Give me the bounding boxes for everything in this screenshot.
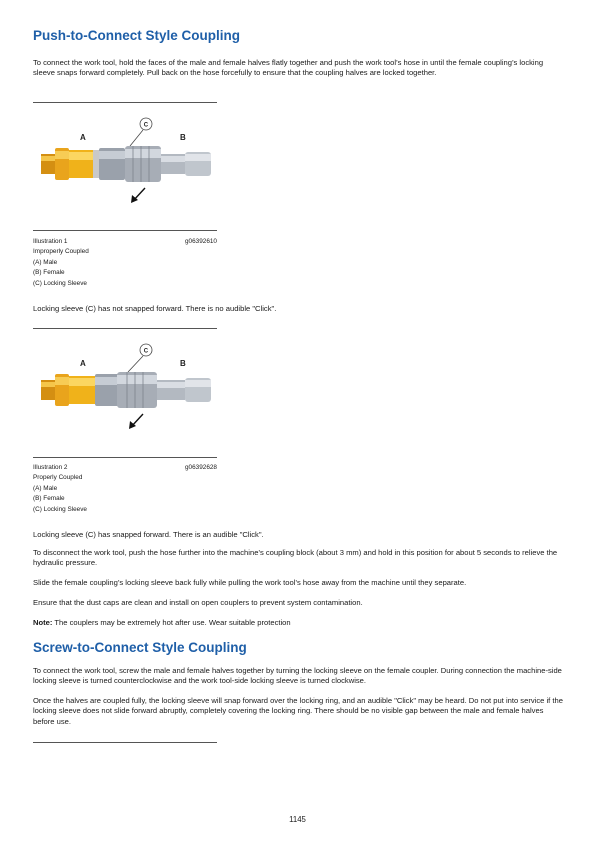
legend-item: (A) Male <box>33 258 58 266</box>
callout-leader-line <box>128 356 143 372</box>
illustration-description: Properly Coupled <box>33 474 83 482</box>
section-title-screw-to-connect: Screw-to-Connect Style Coupling <box>33 640 247 655</box>
screw-connect-paragraph-2: Once the halves are coupled fully, the locking sleeve will snap forward over the locking ring, and an audible "Click" may be heard. Do not put into service if the locking sleeve does not slide forward abruptly, completely covering the locking ring. There should be no visible gap between the male and female halves before use. <box>33 696 563 726</box>
page-number: 1145 <box>289 815 306 824</box>
pointer-arrow <box>131 188 145 203</box>
figure-top-rule <box>33 742 217 743</box>
legend-item: (A) Male <box>33 484 58 492</box>
illustration-id: g06392628 <box>185 464 217 471</box>
illustration-description: Improperly Coupled <box>33 248 89 256</box>
legend-item: (B) Female <box>33 269 65 277</box>
illustration-label-a: A <box>80 359 86 368</box>
note-paragraph <box>33 618 563 628</box>
legend-item: (C) Locking Sleeve <box>33 505 87 513</box>
figure-bottom-rule <box>33 230 217 231</box>
figure-top-rule <box>33 328 217 329</box>
slide-sleeve-paragraph: Slide the female coupling’s locking sleeve back fully while pulling the work tool’s hose away from the machine until they separate. <box>33 578 467 587</box>
illustration-label-c: C <box>143 122 149 129</box>
note-text: The couplers may be extremely hot after use. Wear suitable protection <box>52 618 291 627</box>
female-coupling-half <box>95 372 211 408</box>
illustration-2-properly-coupled <box>33 340 217 450</box>
callout-leader-line <box>130 130 143 146</box>
disconnect-paragraph: To disconnect the work tool, push the hose further into the machine’s coupling block (about 3 mm) and hold in this position for about 5 seconds to relieve the hydraulic pressure. <box>33 548 558 568</box>
dust-caps-paragraph: Ensure that the dust caps are clean and install on open couplers to prevent system contamination. <box>33 598 363 607</box>
female-coupling-half <box>99 146 211 182</box>
illustration-1-caption <box>33 237 217 289</box>
illustration-id: g06392610 <box>185 238 217 245</box>
illustration-label-b: B <box>180 133 186 142</box>
illustration-2-note: Locking sleeve (C) has snapped forward. There is an audible "Click". <box>33 530 264 539</box>
illustration-label-a: A <box>80 133 86 142</box>
push-connect-intro: To connect the work tool, hold the faces of the male and female halves flatly together and push the work tool’s hose in until the female coupling’s locking sleeve snaps forward completely. Pull back on the hose forcefully to ensure that the coupling halves are locked together. <box>33 58 544 78</box>
note-label: Note: <box>33 618 53 627</box>
illustration-title: Illustration 1 <box>33 238 68 245</box>
section-title-push-to-connect: Push-to-Connect Style Coupling <box>33 28 240 43</box>
figure-bottom-rule <box>33 457 217 458</box>
figure-top-rule <box>33 102 217 103</box>
illustration-title: Illustration 2 <box>33 464 68 471</box>
illustration-2-caption <box>33 463 217 515</box>
pointer-arrow <box>129 414 143 429</box>
illustration-1-note: Locking sleeve (C) has not snapped forward. There is no audible "Click". <box>33 304 277 313</box>
legend-item: (B) Female <box>33 495 65 503</box>
screw-connect-paragraph-1: To connect the work tool, screw the male and female halves together by turning the locking sleeve on the female coupler. During connection the machine-side locking sleeve is turned counterclockwise and the work tool-side locking sleeve is turned clockwise. <box>33 666 562 686</box>
male-coupling-half <box>41 148 99 180</box>
illustration-label-b: B <box>180 359 186 368</box>
illustration-1-improperly-coupled <box>33 114 217 224</box>
male-coupling-half <box>41 374 95 406</box>
illustration-label-c: C <box>143 348 149 355</box>
legend-item: (C) Locking Sleeve <box>33 279 87 287</box>
